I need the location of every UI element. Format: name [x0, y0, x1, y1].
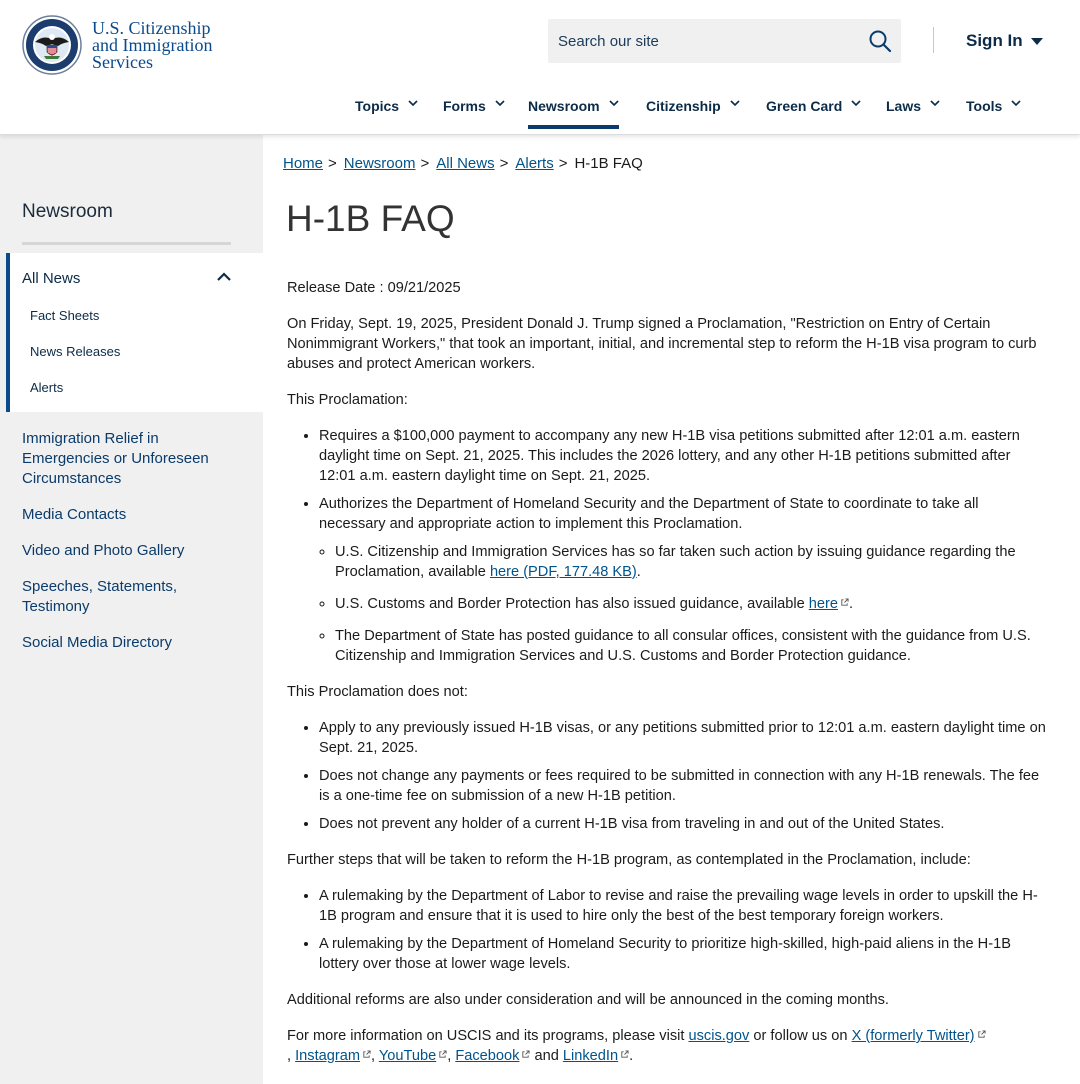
nav-forms[interactable]	[443, 98, 505, 129]
dhs-seal-icon	[22, 15, 82, 75]
facebook-link[interactable]: Facebook	[455, 1048, 520, 1064]
further-steps-list	[287, 886, 1047, 974]
nav-topics-label: Topics	[355, 98, 400, 114]
punctuation: ,	[447, 1048, 456, 1064]
sidebar-group-all-news	[6, 253, 263, 412]
chevron-down-icon	[730, 100, 740, 107]
chevron-up-icon[interactable]	[215, 270, 233, 284]
does-not-heading: This Proclamation does not:	[287, 684, 468, 700]
nav-laws-label: Laws	[886, 98, 922, 114]
caret-down-icon	[1031, 38, 1043, 45]
more-info-text: For more information on USCIS and its programs, please visit	[287, 1028, 689, 1044]
breadcrumb-current: H-1B FAQ	[574, 155, 643, 172]
list-item: • Does not change any payments or fees required to be submitted in connection with any H-1B renewals. The fee is a one-time fee on submission of a new H-1B petition.	[319, 766, 1047, 806]
nav-newsroom-label: Newsroom	[528, 98, 600, 114]
search-icon[interactable]	[867, 28, 893, 54]
does-heading: This Proclamation:	[287, 392, 408, 408]
article-body	[287, 278, 1047, 1082]
chevron-down-icon	[930, 100, 940, 107]
sub-list	[319, 542, 1047, 666]
agency-name-line-3: Services	[92, 52, 153, 72]
breadcrumb-separator: >	[499, 155, 509, 172]
release-date-label: Release Date :	[287, 280, 384, 296]
uscis-gov-link[interactable]: uscis.gov	[688, 1028, 750, 1044]
sidebar-item-all-news[interactable]: All News	[22, 270, 81, 287]
list-item: ◦ The Department of State has posted guidance to all consular offices, consistent with the guidance from U.S. Citizenship and Immigration Services and U.S. Customs and Border Protection guidance.	[335, 626, 1047, 666]
list-item	[335, 594, 1047, 614]
follow-text: or follow us on	[749, 1028, 852, 1044]
punctuation: .	[848, 596, 854, 612]
external-link-icon	[362, 1050, 371, 1059]
does-not-list	[287, 718, 1047, 834]
sign-in-label: Sign In	[966, 31, 1023, 50]
agency-name	[92, 20, 212, 71]
site-search	[548, 19, 901, 63]
list-item: • A rulemaking by the Department of Labor to revise and raise the prevailing wage levels in order to upskill the H-1B program and ensure that it is used to hire only the best of the best temporary foreign workers.	[319, 886, 1047, 926]
agency-name-line-2: and Immigration	[92, 35, 213, 55]
breadcrumb-newsroom[interactable]: Newsroom	[343, 155, 416, 172]
external-link-icon	[438, 1050, 447, 1059]
sidebar-item-social-media[interactable]: Social Media Directory	[22, 634, 173, 651]
nav-green-card-label: Green Card	[766, 98, 843, 114]
release-date-value: 09/21/2025	[387, 280, 461, 296]
sidebar	[0, 135, 263, 1084]
uscis-guidance-pdf-link[interactable]: here (PDF, 177.48 KB)	[489, 564, 637, 580]
sidebar-item-news-releases[interactable]: News Releases	[30, 344, 121, 359]
nav-citizenship-label: Citizenship	[646, 98, 721, 114]
page-title: H-1B FAQ	[286, 198, 455, 239]
agency-name-line-1: U.S. Citizenship	[92, 18, 211, 38]
nav-newsroom[interactable]	[528, 98, 619, 129]
sidebar-item-alerts[interactable]: Alerts	[30, 380, 64, 395]
breadcrumb-separator: >	[558, 155, 568, 172]
breadcrumb-separator: >	[420, 155, 430, 172]
sidebar-item-media-contacts[interactable]: Media Contacts	[22, 506, 127, 523]
uscis-logo[interactable]	[22, 15, 212, 75]
further-steps-heading: Further steps that will be taken to reform the H-1B program, as contemplated in the Proclamation, include:	[287, 852, 971, 868]
more-info-paragraph	[287, 1026, 1047, 1066]
list-item-text: U.S. Citizenship and Immigration Services has so far taken such action by issuing guidance regarding the Proclamation, available	[335, 544, 1016, 580]
breadcrumb-separator: >	[328, 155, 337, 172]
intro-paragraph: On Friday, Sept. 19, 2025, President Donald J. Trump signed a Proclamation, "Restriction on Entry of Certain Nonimmigrant Workers," that took an important, initial, and incremental step to reform the H-1B visa program to curb abuses and protect American workers.	[287, 316, 1037, 372]
active-indicator	[6, 253, 10, 412]
list-item	[319, 494, 1047, 666]
nav-tools[interactable]	[966, 98, 1021, 129]
sidebar-item-video-gallery[interactable]: Video and Photo Gallery	[22, 542, 185, 559]
header-divider	[933, 27, 934, 53]
sidebar-divider	[22, 242, 231, 245]
does-list	[287, 426, 1047, 666]
nav-topics[interactable]	[355, 98, 418, 129]
list-item: • Requires a $100,000 payment to accompany any new H-1B visa petitions submitted after 12:01 a.m. eastern daylight time on Sept. 21, 2025. This includes the 2026 lottery, and any other H-1B petitions submitted after 12:01 a.m. eastern daylight time on Sept. 21, 2025.	[319, 426, 1047, 486]
chevron-down-icon	[495, 100, 505, 107]
search-input[interactable]	[548, 19, 848, 63]
list-item-text: U.S. Customs and Border Protection has also issued guidance, available	[335, 596, 809, 612]
list-item: • Apply to any previously issued H-1B visas, or any petitions submitted prior to 12:01 a.m. eastern daylight time on Sept. 21, 2025.	[319, 718, 1047, 758]
punctuation: ,	[287, 1048, 296, 1064]
breadcrumb-alerts[interactable]: Alerts	[515, 155, 554, 172]
sign-in-button[interactable]	[966, 31, 1043, 51]
sidebar-item-immigration-relief[interactable]: Immigration Relief in Emergencies or Unforeseen Circumstances	[22, 430, 209, 487]
list-item	[335, 542, 1047, 582]
cbp-guidance-link[interactable]: here	[808, 596, 838, 612]
nav-citizenship[interactable]	[646, 98, 740, 129]
sidebar-item-speeches[interactable]: Speeches, Statements, Testimony	[22, 578, 178, 615]
external-link-icon	[620, 1050, 629, 1059]
external-link-icon	[840, 598, 849, 607]
and-text: and	[530, 1048, 563, 1064]
sidebar-item-fact-sheets[interactable]: Fact Sheets	[30, 308, 100, 323]
breadcrumb-all-news[interactable]: All News	[436, 155, 495, 172]
chevron-down-icon	[1011, 100, 1021, 107]
list-item: • A rulemaking by the Department of Homeland Security to prioritize high-skilled, high-paid aliens in the H-1B lottery over those at lower wage levels.	[319, 934, 1047, 974]
nav-green-card[interactable]	[766, 98, 861, 129]
breadcrumb-home[interactable]: Home	[283, 155, 324, 172]
list-item-text: Authorizes the Department of Homeland Security and the Department of State to coordinate to take all necessary and appropriate action to implement this Proclamation.	[319, 496, 979, 532]
external-link-icon	[977, 1030, 986, 1039]
punctuation: .	[629, 1048, 634, 1064]
nav-forms-label: Forms	[443, 98, 486, 114]
nav-tools-label: Tools	[966, 98, 1003, 114]
additional-reforms: Additional reforms are also under consideration and will be announced in the coming months.	[287, 992, 889, 1008]
nav-laws[interactable]	[886, 98, 940, 129]
breadcrumb	[283, 155, 643, 172]
chevron-down-icon	[609, 100, 619, 107]
site-header	[0, 0, 1080, 135]
linkedin-link[interactable]: LinkedIn	[562, 1048, 619, 1064]
x-twitter-link[interactable]: X (formerly Twitter)	[851, 1028, 975, 1044]
punctuation: .	[636, 564, 641, 580]
instagram-link[interactable]: Instagram	[295, 1048, 360, 1064]
chevron-down-icon	[851, 100, 861, 107]
punctuation: ,	[371, 1048, 379, 1064]
sidebar-title: Newsroom	[22, 201, 113, 222]
list-item: • Does not prevent any holder of a current H-1B visa from traveling in and out of the United States.	[319, 814, 1047, 834]
youtube-link[interactable]: YouTube	[378, 1048, 437, 1064]
chevron-down-icon	[408, 100, 418, 107]
release-date	[287, 278, 1047, 298]
